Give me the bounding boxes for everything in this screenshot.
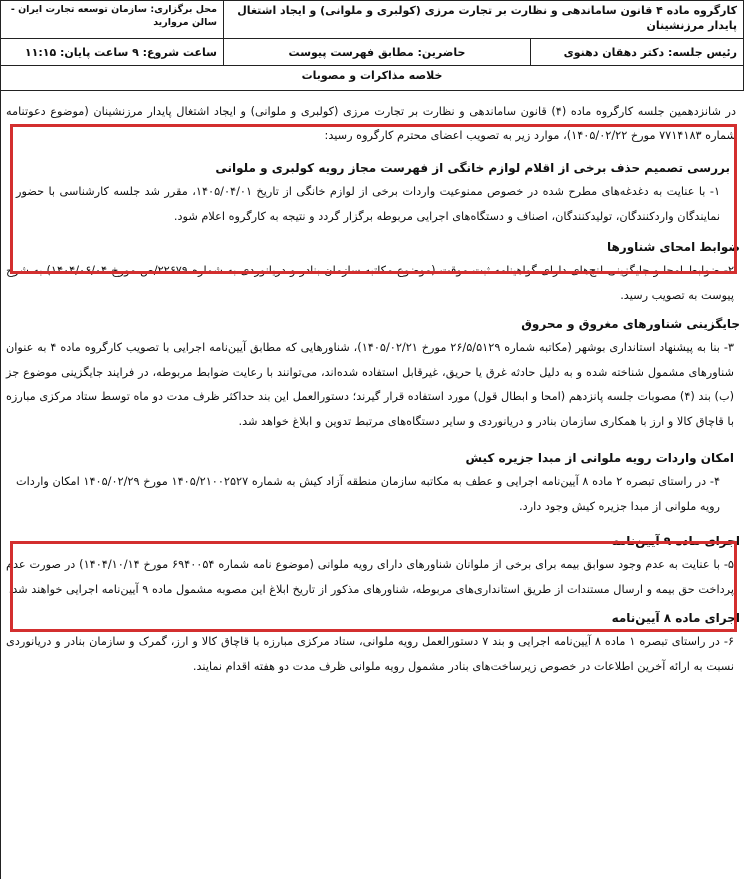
venue-label: محل برگزاری: سازمان توسعه تجارت ایران - [10,4,217,15]
section-6-item [0,630,744,679]
section-5-item [0,553,744,602]
section-1 [0,156,744,229]
section-1-number: ۱- [709,185,721,198]
time-cell: ساعت شروع: ۹ ساعت پایان: ۱۱:۱۵ [1,39,224,66]
section-5-heading: اجرای ماده ۹ آیین‌نامه [611,534,740,548]
meeting-title: کارگروه ماده ۴ قانون ساماندهی و نظارت بر تجارت مرزی (کولبری و ملوانی) و ایجاد اشتغال پایدار مرزنشینان [224,1,744,39]
section-4 [0,446,744,519]
section-5 [0,529,744,602]
section-2-item [0,259,744,308]
section-1-heading: بررسی تصمیم حذف برخی از اقلام لوازم خانگی از فهرست مجاز رویه کولبری و ملوانی [215,161,730,175]
header-table [0,0,744,91]
section-2-heading: ضوابط امحای شناورها [606,240,740,254]
section-2-number: ۲- [723,264,735,277]
section-5-text: با عنایت به عدم وجود سوابق بیمه برای برخی از ملوانان شناورهای دارای رویه ملوانی (موضوع نامه شماره ۶۹۴۰۰۵۴ مورخ ۱۴۰۴/۱۰/۱۴) در صورت عدم پرداخت حق بیمه و ارسال مستندات از طریق استانداری‌های مربوطه، شناورهای مذکور از تاریخ ابلاغ این مصوبه مشمول ماده ۹ آیین‌نامه اجرایی خواهند شد. [6,558,734,596]
section-4-number: ۴- [709,475,721,488]
chair-cell: رئیس جلسه: دکتر دهقان دهنوی [531,39,744,66]
section-6 [0,606,744,679]
section-4-text: در راستای تبصره ۲ ماده ۸ آیین‌نامه اجرایی و عطف به مکاتبه سازمان منطقه آزاد کیش به شماره ۱۴۰۵/۲۱۰۰۲۵۲۷ مورخ ۱۴۰۵/۰۲/۲۹ امکان واردات رویه ملوانی از مبدا جزیره کیش وجود دارد. [16,475,720,513]
section-3-heading: جایگزینی شناورهای مغروق و محروق [521,317,740,331]
venue-value: سالن مروارید [153,17,217,28]
section-6-text: در راستای تبصره ۱ ماده ۸ آیین‌نامه اجرایی و بند ۷ دستورالعمل رویه ملوانی، ستاد مرکزی مبارزه با قاچاق کالا و ارز، گمرک و سازمان بنادر و دریانوردی نسبت به ارائه آخرین اطلاعات در خصوص زیرساخت‌های بنادر مشمول رویه ملوانی ظرف مدت دو هفته اقدام نمایند. [6,635,734,673]
section-3-item [0,336,744,434]
section-3-text: بنا به پیشنهاد استانداری بوشهر (مکاتبه شماره ۲۶/۵/۵۱۲۹ مورخ ۱۴۰۵/۰۲/۲۱)، شناورهایی که مطابق آیین‌نامه اجرایی با تصویب کارگروه ماده ۴ به عنوان شناورهای مشمول شناخته شده و به دلیل حادثه غرق یا حریق، غیرقابل استفاده شده‌اند، می‌توانند با رعایت ضوابط مربوطه، در فرایند جایگزینی موضوع جز (ب) بند (۴) مصوبات جلسه پانزدهم (امحا و ابطال قول) مورد استفاده قرار گیرند؛ دستورالعمل این بند حداکثر ظرف مدت دو ماه توسط ستاد مرکزی مبارزه با قاچاق کالا و ارز با همکاری سازمان بنادر و دریانوردی و سایر دستگاه‌های مرتبط تدوین و ابلاغ خواهد شد. [6,341,734,428]
left-border-line [0,0,1,879]
section-2 [0,235,744,308]
section-6-number: ۶- [723,635,735,648]
section-1-item [0,180,744,229]
venue-cell [1,1,224,39]
summary-title: خلاصه مذاکرات و مصوبات [1,66,744,91]
intro-paragraph: در شانزدهمین جلسه کارگروه ماده (۴) قانون ساماندهی و نظارت بر تجارت مرزی (کولبری و ملوانی) و ایجاد اشتغال پایدار مرزنشینان (موضوع دعوتنامه شماره ۷۷۱۴۱۸۳ مورخ ۱۴۰۵/۰۲/۲۲)، موارد زیر به تصویب اعضای محترم کارگروه رسید: [6,105,736,142]
section-1-text: با عنایت به دغدغه‌های مطرح شده در خصوص ممنوعیت واردات برخی از لوازم خانگی از تاریخ ۱۴۰۵/۰۴/۰۱، مقرر شد جلسه کارشناسی با حضور نمایندگان واردکنندگان، تولیدکنندگان، اصناف و دستگاه‌های اجرایی مربوطه برگزار گردد و نتیجه به کارگروه اعلام شود. [16,185,720,223]
section-4-heading: امکان واردات رویه ملوانی از مبدا جزیره کیش [465,451,734,465]
attendees-cell: حاضرین: مطابق فهرست پیوست [224,39,531,66]
document-body [0,98,744,679]
section-3-number: ۳- [723,341,734,354]
section-5-number: ۵- [723,558,734,571]
section-6-heading: اجرای ماده ۸ آیین‌نامه [611,611,740,625]
section-3 [0,312,744,434]
section-4-item [0,470,744,519]
section-2-text: ضوابط امحا و جایگزینی لنج‌های دارای گواهینامه ثبت موقت (موضوع مکاتبه سازمان بنادر و دریانوردی به شماره ۲۲۶۷۹/ص مورخ ۱۴۰۴/۰۶/۰۴) به شرح پیوست به تصویب رسید. [6,264,734,302]
